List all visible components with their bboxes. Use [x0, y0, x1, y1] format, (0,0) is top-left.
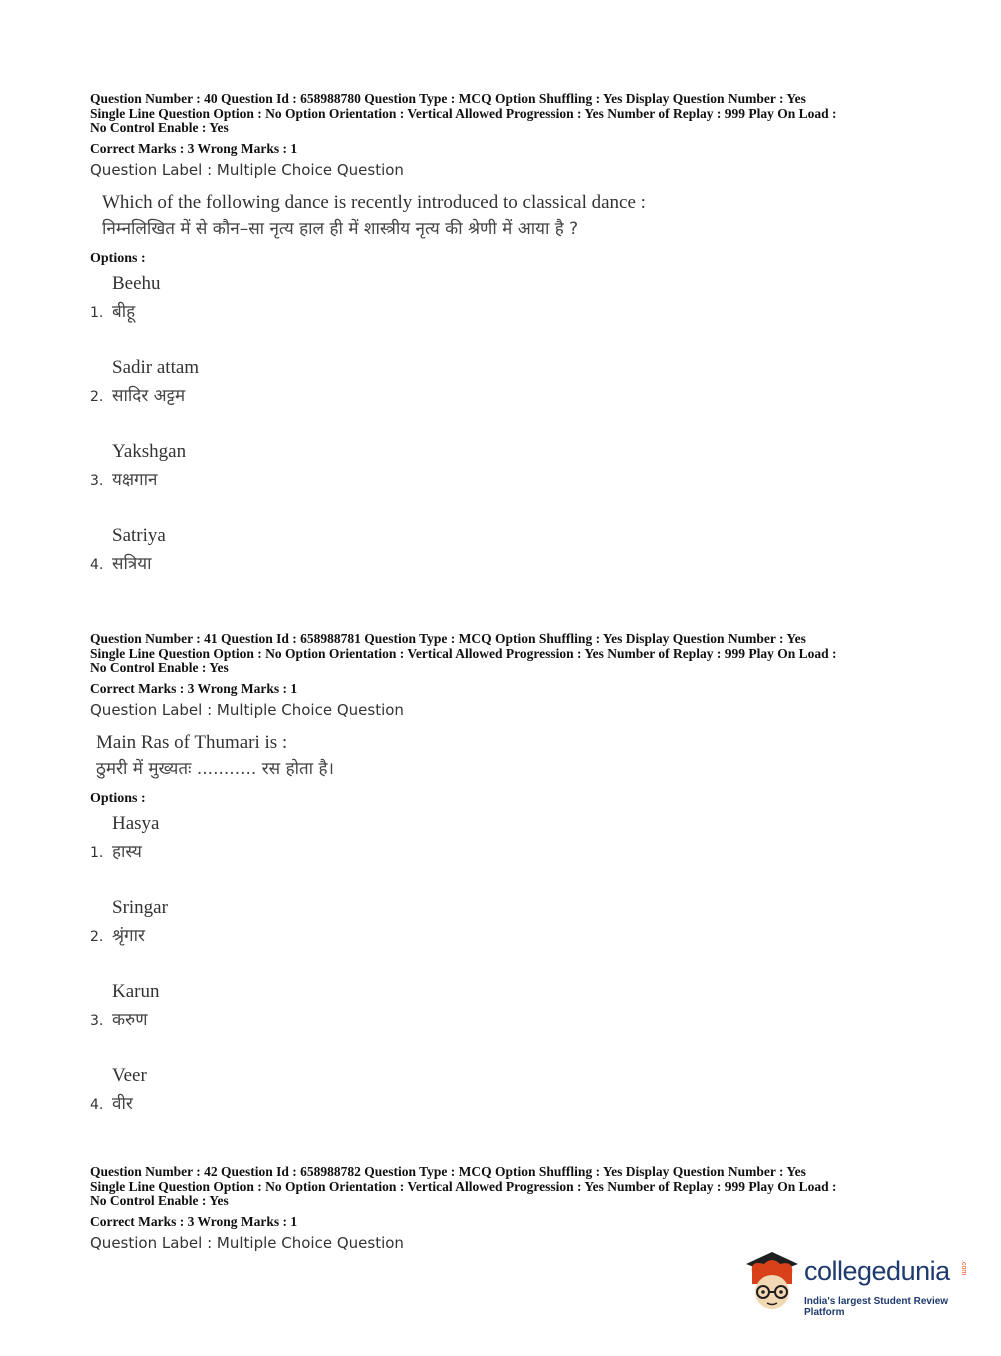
question-block-40: [90, 92, 920, 603]
option-text-hindi: वीर: [112, 1093, 133, 1114]
options-label: Options :: [90, 250, 146, 266]
collegedunia-logo: [742, 1250, 972, 1320]
option-2[interactable]: [90, 351, 920, 435]
logo-wordmark: collegedunia: [804, 1256, 950, 1286]
option-text-hindi: यक्षगान: [112, 469, 158, 490]
option-4[interactable]: [90, 1059, 920, 1143]
option-number: 2.: [90, 388, 104, 405]
option-text-english: Satriya: [112, 524, 166, 546]
option-1[interactable]: [90, 807, 920, 891]
question-block-42: [90, 1165, 920, 1252]
option-4[interactable]: [90, 519, 920, 603]
option-number: 3.: [90, 472, 104, 489]
question-meta: Question Number : 41 Question Id : 658988781 Question Type : MCQ Option Shuffling : Yes Display Question Number : Yes Single Line Question Option : No Option Orientation : Vertical Allowed Progression : Yes Number of Replay : 999 Play On Load : No Control Enable : Yes: [90, 631, 837, 676]
option-text-english: Yakshgan: [112, 440, 187, 462]
option-number: 2.: [90, 928, 104, 945]
option-3[interactable]: [90, 435, 920, 519]
question-meta: Question Number : 42 Question Id : 658988782 Question Type : MCQ Option Shuffling : Yes Display Question Number : Yes Single Line Question Option : No Option Orientation : Vertical Allowed Progression : Yes Number of Replay : 999 Play On Load : No Control Enable : Yes: [90, 1164, 837, 1209]
option-text-hindi: सत्रिया: [112, 553, 152, 574]
option-text-hindi: बीहू: [112, 301, 136, 322]
question-block-41: [90, 632, 920, 1143]
options-label: Options :: [90, 790, 146, 806]
logo-tagline: India's largest Student Review Platform: [804, 1296, 949, 1318]
option-text-english: Veer: [112, 1064, 147, 1086]
option-1[interactable]: [90, 267, 920, 351]
option-number: 3.: [90, 1012, 104, 1029]
option-text-hindi: हास्य: [112, 841, 142, 862]
option-text-english: Sringar: [112, 896, 168, 918]
option-number: 4.: [90, 556, 104, 573]
option-2[interactable]: [90, 891, 920, 975]
option-text-english: Sadir attam: [112, 356, 200, 378]
option-text-english: Hasya: [112, 812, 160, 834]
option-text-hindi: श्रृंगार: [112, 925, 145, 946]
option-3[interactable]: [90, 975, 920, 1059]
question-text-hindi: ठुमरी में मुख्यतः ........... रस होता है।: [96, 758, 334, 779]
option-text-hindi: सादिर अट्टम: [112, 385, 186, 406]
option-number: 1.: [90, 844, 104, 861]
question-marks: Correct Marks : 3 Wrong Marks : 1: [90, 140, 298, 156]
question-label: Question Label : Multiple Choice Question: [90, 1233, 404, 1252]
option-number: 1.: [90, 304, 104, 321]
question-text: [102, 189, 920, 243]
question-text-english: Which of the following dance is recently introduced to classical dance :: [102, 191, 646, 213]
question-meta: Question Number : 40 Question Id : 658988780 Question Type : MCQ Option Shuffling : Yes Display Question Number : Yes Single Line Question Option : No Option Orientation : Vertical Allowed Progression : Yes Number of Replay : 999 Play On Load : No Control Enable : Yes: [90, 91, 837, 136]
question-text-hindi: निम्नलिखित में से कौन–सा नृत्य हाल ही में शास्त्रीय नृत्य की श्रेणी में आया है ?: [102, 218, 579, 239]
option-text-english: Karun: [112, 980, 160, 1002]
option-text-hindi: करुण: [112, 1009, 148, 1030]
option-number: 4.: [90, 1096, 104, 1113]
question-label: Question Label : Multiple Choice Question: [90, 160, 404, 179]
logo-suffix: .com: [960, 1260, 967, 1276]
question-text: [96, 729, 920, 783]
question-marks: Correct Marks : 3 Wrong Marks : 1: [90, 680, 298, 696]
question-marks: Correct Marks : 3 Wrong Marks : 1: [90, 1213, 298, 1229]
question-text-english: Main Ras of Thumari is :: [96, 731, 288, 753]
option-text-english: Beehu: [112, 272, 161, 294]
mascot-icon: [742, 1250, 802, 1312]
question-label: Question Label : Multiple Choice Question: [90, 700, 404, 719]
